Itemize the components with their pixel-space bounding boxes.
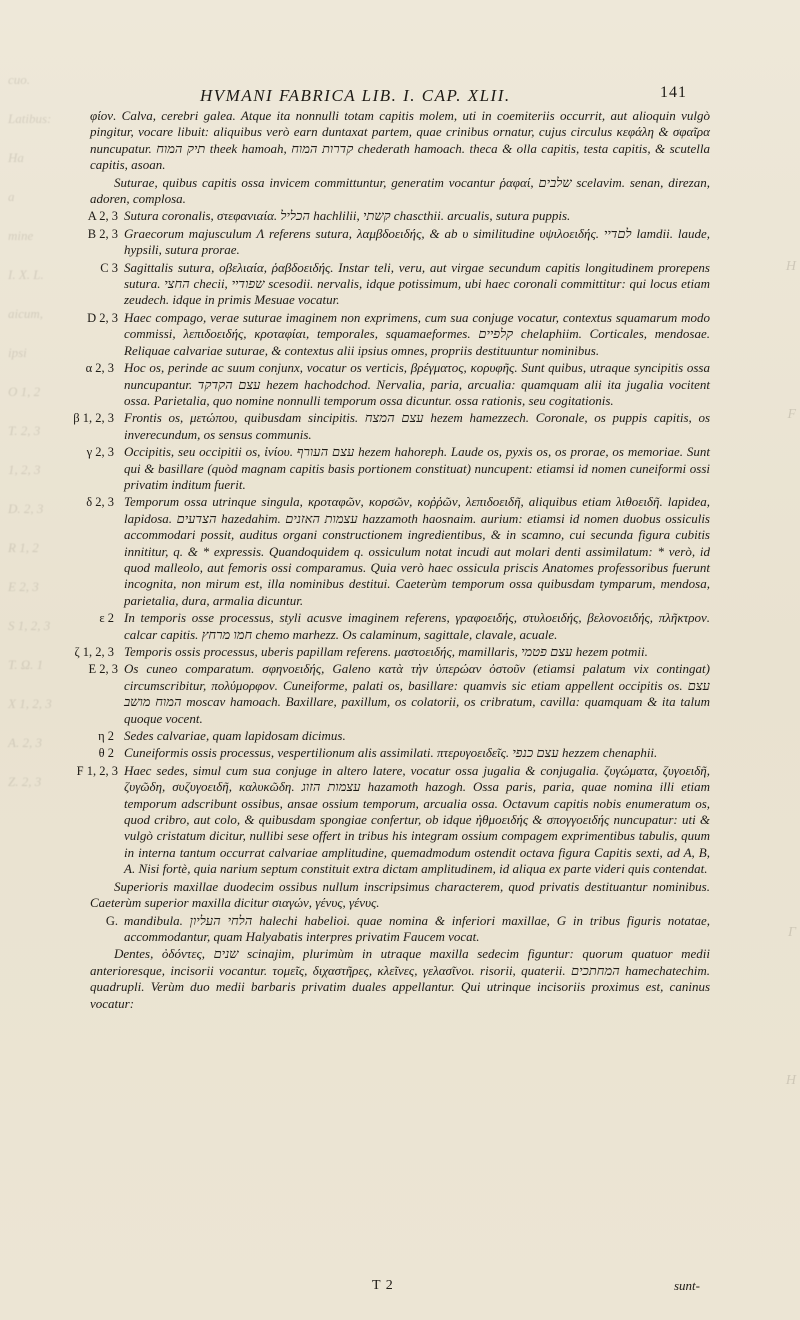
catchword: sunt- bbox=[674, 1278, 700, 1293]
paragraph bbox=[86, 444, 710, 493]
show-through-line: I. X. L. bbox=[8, 267, 44, 282]
margin-marker: E 2, 3 bbox=[88, 662, 118, 677]
show-through-line: H bbox=[785, 259, 796, 274]
margin-marker: η 2 bbox=[98, 729, 114, 744]
show-through-line: mine bbox=[8, 228, 34, 243]
paragraph bbox=[85, 360, 710, 409]
show-through-line bbox=[756, 304, 796, 378]
paragraph-text: Haec compago, verae suturae imaginem non exprimens, cum sua conjuge vocatur, contextus squamarum modo commissi, λεπιδοειδής, κροταφίαι, temporales, squamaeformes. קלפיים chelaphiim. Corticales, mendosae. Reliquae calvariae suturae, & contextus alii ipsius omnes, propriis destituuntur nominibus. bbox=[124, 309, 710, 358]
text-block bbox=[73, 108, 711, 1013]
paragraph bbox=[90, 946, 710, 1012]
show-through-line: D. 2, 3 bbox=[8, 501, 44, 516]
show-through-line: O 1, 2 bbox=[8, 384, 41, 399]
show-through-line: F bbox=[787, 407, 796, 422]
paragraph-text: Dentes, ὀδόντες, שנים scinajim, plurimùm in utraque maxilla sedecim figuntur: quorum quatuor medii anterioresque, incisorii vocantur. τομεῖς, διχαστῆρες, κλεῖνες, γελασῖνοι. risorii, quaterii. המחתכים hamechatechim. quadrupli. Verùm duo medii barbaris privatim duales appellantur. Qui utrinque incisoriis proximus est, caninus vocatur: bbox=[90, 946, 710, 1011]
paragraph bbox=[90, 610, 710, 643]
paragraph-text: Frontis os, μετώπου, quibusdam sincipitis. עצם המצח hezem hamezzech. Coronale, os puppis capitis, os inverecundum, os sensus communis. bbox=[124, 410, 711, 442]
paragraph bbox=[87, 225, 711, 259]
margin-marker: α 2, 3 bbox=[85, 361, 114, 376]
paragraph bbox=[90, 260, 710, 309]
paragraph-text: Graecorum majusculum Λ referens sutura, λαμβδοειδής, & ab υ similitudine υψιλοειδής. לםדיי lamdii. laude, hypsili, sutura prorae. bbox=[124, 225, 711, 258]
paragraph bbox=[90, 108, 710, 174]
margin-marker: β 1, 2, 3 bbox=[73, 411, 114, 426]
page-number: 141 bbox=[660, 84, 687, 101]
paragraph bbox=[74, 644, 710, 660]
show-through-line bbox=[756, 748, 796, 822]
paragraph bbox=[87, 309, 710, 359]
show-through-line: S 1, 2, 3 bbox=[8, 618, 51, 633]
paragraph bbox=[73, 410, 711, 443]
show-through-line bbox=[756, 1266, 796, 1320]
paragraph bbox=[90, 913, 710, 946]
show-through-line bbox=[756, 600, 796, 674]
paragraph-text: Haec sedes, simul cum sua conjuge in altero latere, vocatur ossa jugalia & conjugalia. ζυγώματα, ζυγοειδῆ, ζυγῶδη, συζυγοειδῆ, καλυκῶδη. עצמות הזוג hazamoth hazogh. Ossa paris, paria, quae nomina illi etiam temporum adscribunt ossibus, ansae ossium temporum, arcualia ossa. Octavum capitis nobis enumeratum os, quod cribro, aut colo, & quibusdam spongiae confertur, ob idque ἠθμοειδής & σπογγοειδής nuncupatur: uti & vulgò cristatum dicitur, nullibi sese offert in tribus his integram ossium compagem exprimentibus tabulis, quum in interna tantum occurrat calvariae amplitudine, quemadmodum ostendit octava figura Capitis sexti, ad A, B, A. Nisi fortè, quia narium septum constituit extra dictam amplitudinem, id aliqua ex parte videri quis contendat. bbox=[124, 762, 711, 877]
show-through-line bbox=[756, 674, 796, 748]
paragraph-text: Occipitis, seu occipitii os, ἰνίου. עצם העורף hezem hahoreph. Laude os, pyxis os, os prorae, os memoriae. Sunt qui & basillare (quòd magnam capitis basis portionem constituat) nuncupent: etiamsi id nomen cuneiformi ossi privatim inditum fuerit. bbox=[124, 444, 710, 492]
paragraph-text: Sedes calvariae, quam lapidosam dicimus. bbox=[124, 728, 346, 744]
show-through-line: E 2, 3 bbox=[8, 579, 39, 594]
paragraph bbox=[76, 762, 711, 878]
margin-marker: G. bbox=[105, 913, 118, 928]
paragraph bbox=[90, 745, 710, 761]
paragraph-text: φίον. Calva, cerebri galea. Atque ita nonnulli totam capitis molem, uti in coemiteriis occurrit, aut alioquin vulgò pingitur, vocare libuit: aliquibus verò earn duntaxat partem, quae crinibus ornatur, cujus circulus κεφάλη & σφαῖρα nuncupatur. תיק המוח theek hamoah, קדרות המוח chederath hamoach. theca & olla capitis, testa capitis, & scutella capitis, asoan. bbox=[90, 108, 711, 173]
paragraph-text: Os cuneo comparatum. σφηνοειδής, Galeno κατὰ τὴν ὑπερώαν ὀστοῦν (etiamsi palatum vix contingat) circumscribitur, πολύμορφον. Cuneiforme, palati os, basillare: quamvis sic etiam appellent occipitis os. עצם המוח מושב moscav hamoach. Baxillare, paxillum, os colatorii, os cribratum, cavilla: quamquam & ita talum quoque vocent. bbox=[124, 661, 710, 726]
paragraph bbox=[86, 494, 710, 609]
show-through-line bbox=[756, 1192, 796, 1266]
show-through-line: Z. 2, 3 bbox=[8, 774, 42, 789]
margin-marker: F 1, 2, 3 bbox=[76, 763, 118, 778]
margin-marker: C 3 bbox=[100, 260, 118, 275]
paragraph-text: Superioris maxillae duodecim ossibus nullum inscripsimus characterem, quod privatis destituantur nominibus. Caeterùm superior maxilla dicitur σιαγών, γένυς, γένυς. bbox=[90, 878, 710, 911]
show-through-line bbox=[756, 1118, 796, 1192]
show-through-line: T. 2, 3 bbox=[8, 423, 41, 438]
show-through-line bbox=[756, 452, 796, 526]
show-through-line: Latibus: bbox=[8, 111, 52, 126]
show-through-line: 1, 2, 3 bbox=[8, 462, 41, 477]
margin-marker: δ 2, 3 bbox=[86, 495, 114, 510]
margin-marker: ε 2 bbox=[99, 611, 114, 626]
paragraph-text: Temporis ossis processus, uberis papillam referens. μαστοειδής, mamillaris, עצם פטמי hezem potmii. bbox=[124, 644, 648, 659]
margin-marker: B 2, 3 bbox=[87, 226, 118, 241]
paragraph bbox=[87, 208, 710, 224]
margin-marker: γ 2, 3 bbox=[86, 445, 114, 460]
paragraph-text: Suturae, quibus capitis ossa invicem committuntur, generatim vocantur ῥαφαί, שלבים scelavim. senan, direzan, adoren, complosa. bbox=[90, 174, 710, 207]
paragraph-text: Sagittalis sutura, οβελιαία, ῥαβδοειδής. Instar teli, veru, aut virgae secundum capitis longitudinem prorepens sutura. החצי checii, שפודיי scesodii. nervalis, idque potissimum, ubi haec coronali committitur: qui locus etiam zeudech. idque in primis Mesuae vocatur. bbox=[124, 259, 710, 308]
show-through-line bbox=[756, 970, 796, 1044]
show-through-line bbox=[756, 822, 796, 896]
margin-marker: ζ 1, 2, 3 bbox=[74, 645, 114, 659]
paragraph bbox=[90, 879, 710, 912]
show-through-line: ipsi bbox=[8, 345, 27, 360]
running-title: HVMANI FABRICA LIB. I. CAP. XLII. bbox=[200, 86, 511, 105]
paragraph bbox=[90, 175, 710, 208]
paragraph-text: In temporis osse processus, styli acusve imaginem referens, γραφοειδής, στυλοειδής, βελονοειδής, πλῆκτρον. calcar capitis. חמו מרחץ chemo marhezz. Os calaminum, sagittale, clavale, acuale. bbox=[124, 610, 710, 642]
paragraph-text: Cuneiformis ossis processus, vespertilionum alis assimilati. πτερυγοειδεῖς. עצם כנפי hezzem chenaphii. bbox=[124, 745, 658, 761]
show-through-line: Γ bbox=[788, 925, 796, 940]
show-through-line: a bbox=[8, 189, 15, 204]
show-through-line: X 1, 2, 3 bbox=[8, 696, 52, 711]
show-through-line: H bbox=[785, 1073, 796, 1088]
paragraph-text: Sutura coronalis, στεφανιαία. הכליל hachlilii, קשתי chascthii. arcualis, sutura puppis. bbox=[124, 208, 571, 224]
paragraph-text: Temporum ossa utrinque singula, κροταφῶν, κορσῶν, κοῤῥῶν, λεπιδοειδῆ, aliquibus etiam λιθοειδῆ. lapidea, lapidosa. הצדעים hazedahim. עצמות האזנים hazzamoth haosnaim. aurium: etiamsi id nomen duobus ossiculis accommodari possit, auditus organi constructionem ingredientibus, & in scamno, cui secunda figura cubitis innititur, q. & * expressis. Quandoquidem q. ossiculum notat incudi aut molari denti assimilatum: * verò, id quod malleolo, aut femoris ossi comparamus. Quia verò haec ossicula priscis Anatomes professoribus fuerunt incognita, non mirum est, illa nominibus destitui. Caeterùm temporum ossa quibusdam tymparum, mendosa, parietalia, dura, armalia dicuntur. bbox=[124, 494, 710, 608]
signature-mark: T 2 bbox=[372, 1278, 394, 1293]
show-through-line: cuo. bbox=[8, 72, 31, 87]
show-through-line bbox=[756, 526, 796, 600]
show-through-line: Ha bbox=[8, 150, 24, 165]
margin-marker: θ 2 bbox=[98, 746, 114, 761]
margin-marker: A 2, 3 bbox=[87, 209, 118, 224]
show-through-right bbox=[756, 230, 796, 1230]
show-through-line: A. 2, 3 bbox=[8, 735, 42, 750]
show-through-line: T. Ω. 1 bbox=[8, 657, 44, 672]
paragraph bbox=[90, 661, 710, 727]
paragraph-text: mandibula. הלחי העליון halechi habelioi. quae nomina & inferiori maxillae, G in tribus figuris notatae, accommodantur, quam Halyabatis interpres privatim Faucem vocat. bbox=[124, 912, 710, 944]
show-through-line: aicum, bbox=[8, 306, 44, 321]
show-through-line: R 1, 2 bbox=[8, 540, 39, 555]
margin-marker: D 2, 3 bbox=[87, 310, 118, 325]
paragraph-text: Hoc os, perinde ac suum conjunx, vocatur os verticis, βρέγματος, κορυφῆς. Sunt quibus, utraque syncipitis ossa nuncupantur. עצם הקדקד hezem hachodchod. Nervalia, paria, arcualia: quamquam alii ita jugalia vocitent ossa. Parietalia, quo nomine nonnulli temporum ossa dicuntur. ossa rationis, seu cogitationis. bbox=[124, 360, 710, 408]
paragraph bbox=[90, 728, 710, 744]
